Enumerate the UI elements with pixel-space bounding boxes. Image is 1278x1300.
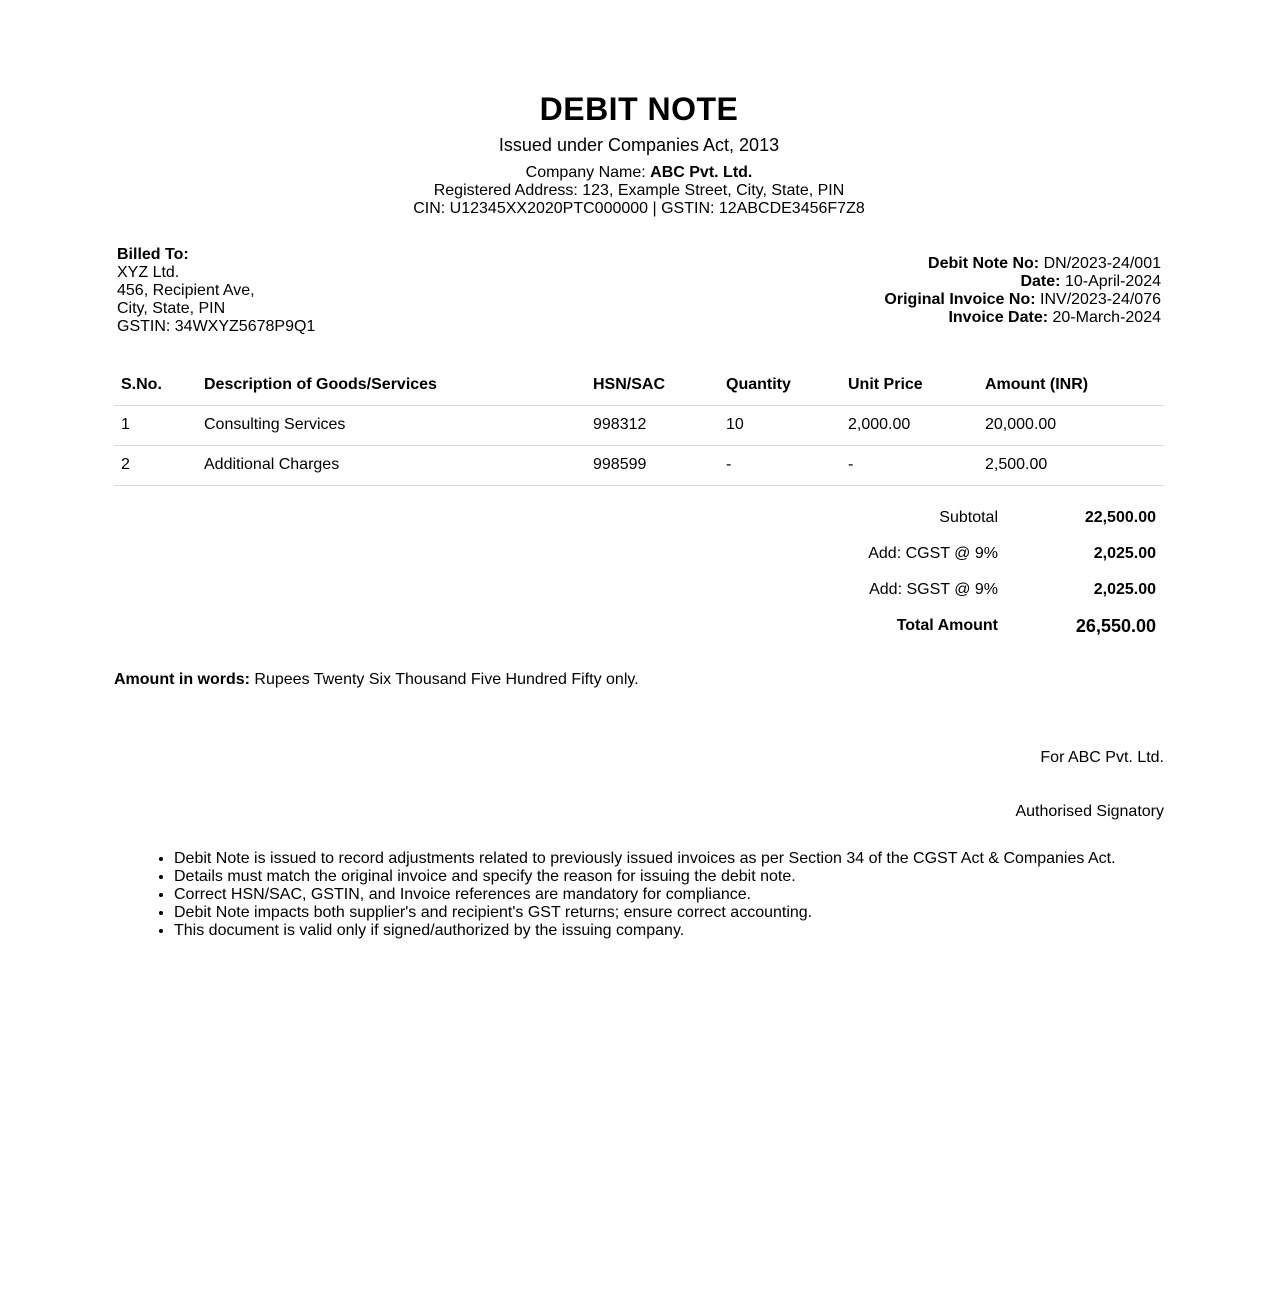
list-item: • Debit Note is issued to record adjustments related to previously issued invoices as per Section 34 of the CGST Act & Companies Act. <box>174 850 1164 868</box>
debit-note-meta <box>884 255 1161 327</box>
invoice-date-label: Invoice Date: <box>948 309 1049 326</box>
document-subtitle: Issued under Companies Act, 2013 <box>498 135 780 155</box>
amount-in-words-label: Amount in words: <box>114 671 250 688</box>
total-amount-value: 26,550.00 <box>1075 616 1156 636</box>
cell-description: Additional Charges <box>197 446 586 486</box>
debit-note-document <box>114 0 1164 940</box>
list-item: • This document is valid only if signed/authorized by the issuing company. <box>174 922 1164 940</box>
cell-hsn: 998599 <box>586 446 719 486</box>
totals-section <box>114 508 1164 652</box>
debit-note-date: 10-April-2024 <box>1064 273 1161 290</box>
original-invoice-line <box>884 291 1161 309</box>
sgst-row <box>114 580 1164 616</box>
sgst-value: 2,025.00 <box>1093 581 1156 598</box>
column-header-sno: S.No. <box>114 366 197 406</box>
company-details <box>114 164 1164 218</box>
column-header-amount: Amount (INR) <box>978 366 1164 406</box>
original-invoice-number: INV/2023-24/076 <box>1040 291 1161 308</box>
list-item: • Details must match the original invoice and specify the reason for issuing the debit note. <box>174 868 1164 886</box>
billed-to-name: XYZ Ltd. <box>117 264 180 281</box>
billed-to-label: Billed To: <box>117 246 189 263</box>
company-address: Registered Address: 123, Example Street, City, State, PIN <box>433 182 845 199</box>
table-row <box>114 446 1164 486</box>
billed-to-block <box>117 246 315 336</box>
column-header-hsn: HSN/SAC <box>586 366 719 406</box>
for-company-text: For ABC Pvt. Ltd. <box>1040 749 1164 766</box>
parties-section <box>114 246 1164 366</box>
company-name: ABC Pvt. Ltd. <box>650 164 753 181</box>
debit-note-number-label: Debit Note No: <box>928 255 1040 272</box>
original-invoice-label: Original Invoice No: <box>884 291 1036 308</box>
cell-sno: 2 <box>114 446 197 486</box>
document-header <box>114 0 1164 218</box>
debit-note-date-line <box>884 273 1161 291</box>
cell-quantity: 10 <box>719 406 841 446</box>
cell-sno: 1 <box>114 406 197 446</box>
column-header-quantity: Quantity <box>719 366 841 406</box>
amount-in-words <box>114 670 1164 690</box>
cell-hsn: 998312 <box>586 406 719 446</box>
cgst-label: Add: CGST @ 9% <box>868 545 998 562</box>
cell-amount: 2,500.00 <box>978 446 1164 486</box>
debit-note-number: DN/2023-24/001 <box>1043 255 1161 272</box>
cell-unit-price: 2,000.00 <box>841 406 978 446</box>
column-header-description: Description of Goods/Services <box>197 366 586 406</box>
billed-to-address-1: 456, Recipient Ave, <box>117 282 255 299</box>
cell-amount: 20,000.00 <box>978 406 1164 446</box>
list-item: • Correct HSN/SAC, GSTIN, and Invoice references are mandatory for compliance. <box>174 886 1164 904</box>
company-name-label: Company Name: <box>525 164 646 181</box>
cgst-value: 2,025.00 <box>1093 545 1156 562</box>
subtotal-value: 22,500.00 <box>1084 509 1156 526</box>
items-table <box>114 366 1164 486</box>
invoice-date-line <box>884 309 1161 327</box>
list-item: • Debit Note impacts both supplier's and recipient's GST returns; ensure correct accounting. <box>174 904 1164 922</box>
debit-note-number-line <box>884 255 1161 273</box>
total-amount-label: Total Amount <box>896 617 998 634</box>
table-row <box>114 406 1164 446</box>
authorised-signatory-text: Authorised Signatory <box>1015 803 1164 820</box>
billed-to-address-2: City, State, PIN <box>117 300 226 317</box>
subtotal-label: Subtotal <box>939 509 998 526</box>
debit-note-date-label: Date: <box>1020 273 1061 290</box>
column-header-unit-price: Unit Price <box>841 366 978 406</box>
total-amount-row <box>114 616 1164 652</box>
cell-unit-price: - <box>841 446 978 486</box>
company-ids: CIN: U12345XX2020PTC000000 | GSTIN: 12ABCDE3456F7Z8 <box>413 200 865 217</box>
cell-quantity: - <box>719 446 841 486</box>
invoice-date: 20-March-2024 <box>1052 309 1161 326</box>
cell-description: Consulting Services <box>197 406 586 446</box>
billed-to-gstin: GSTIN: 34WXYZ5678P9Q1 <box>117 318 316 335</box>
company-name-line <box>114 164 1164 182</box>
sgst-label: Add: SGST @ 9% <box>869 581 998 598</box>
subtotal-row <box>114 508 1164 544</box>
cgst-row <box>114 544 1164 580</box>
terms-notes-list <box>114 850 1164 940</box>
signature-block <box>114 748 1164 822</box>
document-title: DEBIT NOTE <box>539 91 739 127</box>
table-header-row <box>114 366 1164 406</box>
amount-in-words-text: Rupees Twenty Six Thousand Five Hundred Fifty only. <box>249 671 639 688</box>
